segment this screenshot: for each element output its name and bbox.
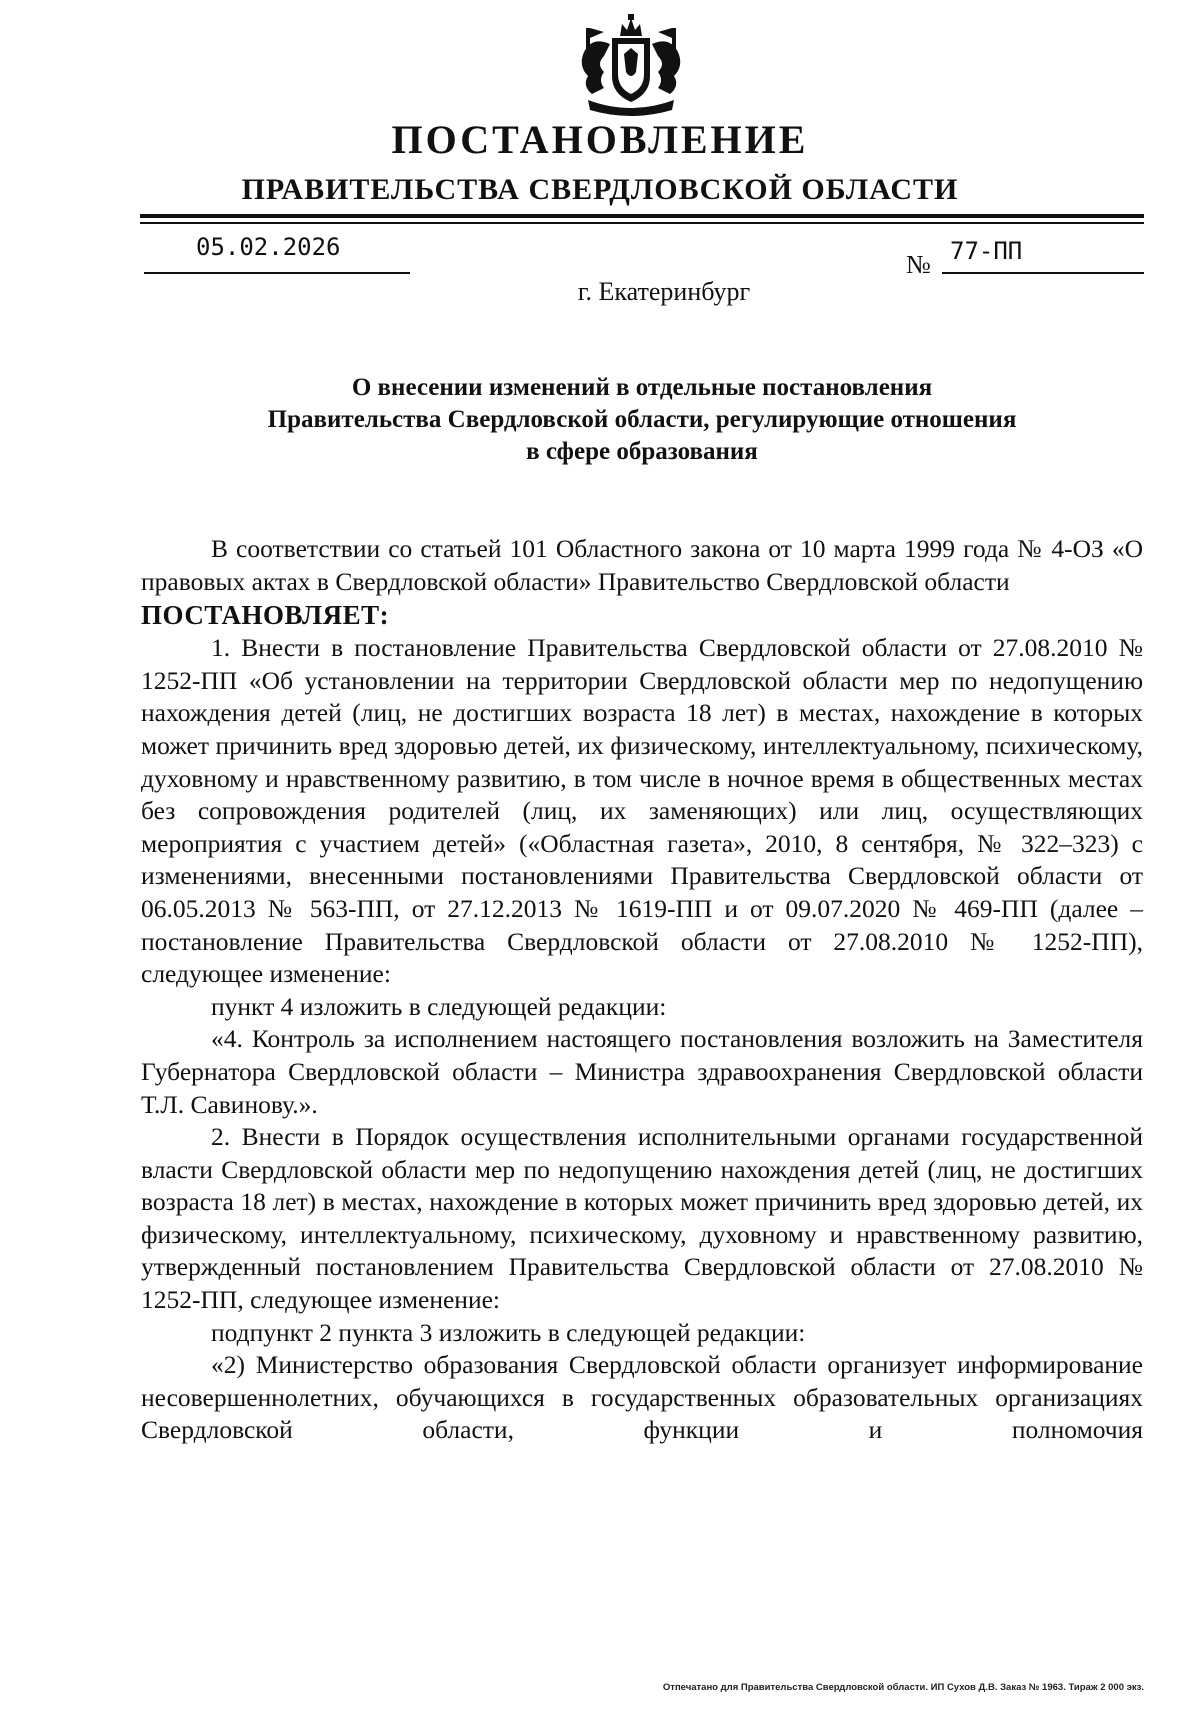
number-label: № <box>906 250 931 279</box>
paragraph-1: 1. Внести в постановление Правительства Свердловской области от 27.08.2010 № 1252-ПП «Об установлении на территории Свердловской области мер по недопущению нахождения детей (лиц, не достигших возраста 18 лет) в местах, нахождение в которых может причинить вред здоровью детей, их физическому, интеллектуальному, психическому, духовному и нравственному развитию, в том числе в ночное время в общественных местах без сопровождения родителей (лиц, их заменяющих) или лиц, осуществляющих мероприятия с участием детей» («Областная газета», 2010, 8 сентября, № 322–323) с изменениями, внесенными постановлениями Правительства Свердловской области от 06.05.2013 № 563-ПП, от 27.12.2013 № 1619-ПП и от 09.07.2020 № 469-ПП (далее – постановление Правительства Свердловской области от 27.08.2010 № 1252-ПП), следующее изменение: <box>141 633 1143 989</box>
document-number: 77-ПП <box>950 237 1023 265</box>
paragraph-2-amendment: «2) Министерство образования Свердловской области организует информирование несовершеннолетних, обучающихся в государственных образовательных организациях Свердловской области, функции и полномочия <box>141 1350 1143 1445</box>
number-underline <box>942 272 1144 274</box>
header-divider-thick <box>140 214 1144 218</box>
issuing-authority: ПРАВИТЕЛЬСТВА СВЕРДЛОВСКОЙ ОБЛАСТИ <box>241 173 959 206</box>
document-city: г. Екатеринбург <box>577 277 751 306</box>
paragraph-2: 2. Внести в Порядок осуществления исполнительными органами государственной власти Свердловской области мер по недопущению нахождения детей (лиц, не достигших возраста 18 лет) в местах, нахождение в которых может причинить вред здоровью детей, их физическому, интеллектуальному, психическому, духовному и нравственному развитию, утвержденный постановлением Правительства Свердловской области от 27.08.2010 № 1252-ПП, следующее изменение: <box>141 1122 1143 1315</box>
print-imprint: Отпечатано для Правительства Свердловской области. ИП Сухов Д.В. Заказ № 1963. Тираж 2 000 экз. <box>662 1682 1144 1693</box>
preamble-paragraph: В соответствии со статьей 101 Областного закона от 10 марта 1999 года № 4-ОЗ «О правовых актах в Свердловской области» Правительство Свердловской области <box>141 534 1143 596</box>
paragraph-1-intro: пункт 4 изложить в следующей редакции: <box>211 991 667 1021</box>
document-body <box>141 533 1143 1447</box>
date-underline <box>144 272 410 274</box>
resolves-heading: ПОСТАНОВЛЯЕТ: <box>141 600 390 631</box>
paragraph-1-amendment: «4. Контроль за исполнением настоящего постановления возложить на Заместителя Губернатора Свердловской области – Министра здравоохранения Свердловской области Т.Л. Савинову.». <box>141 1024 1143 1119</box>
coat-of-arms-icon <box>574 14 688 120</box>
heading-line: в сфере образования <box>526 438 758 465</box>
document-heading <box>140 372 1144 468</box>
header-divider-thin <box>140 222 1144 224</box>
document-date: 05.02.2026 <box>196 233 341 261</box>
heading-line: О внесении изменений в отдельные постановления <box>351 374 933 401</box>
document-type-title: ПОСТАНОВЛЕНИЕ <box>391 117 809 162</box>
paragraph-2-intro: подпункт 2 пункта 3 изложить в следующей редакции: <box>211 1317 806 1347</box>
heading-line: Правительства Свердловской области, регулирующие отношения <box>267 406 1017 433</box>
